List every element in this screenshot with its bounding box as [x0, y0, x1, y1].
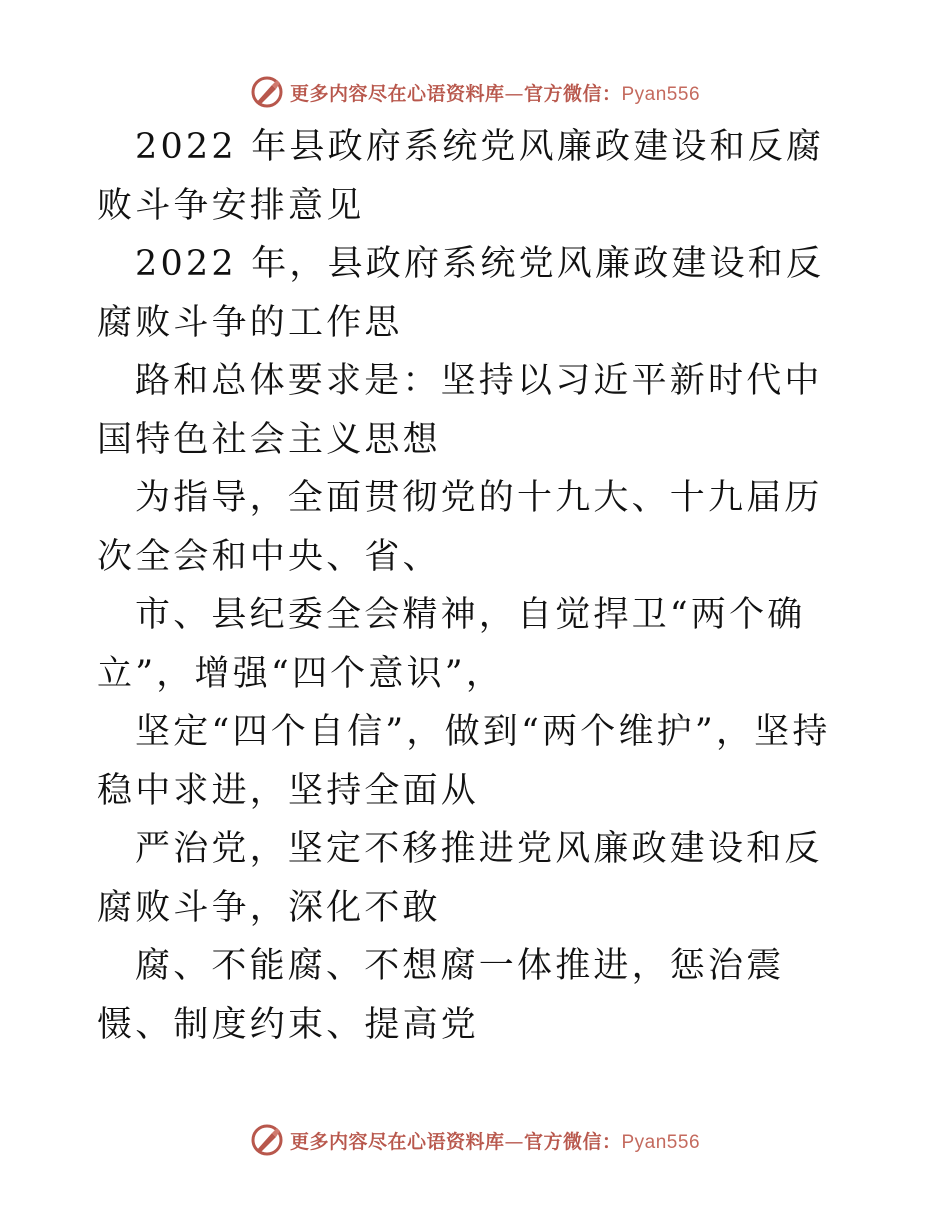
- pen-logo-icon: [250, 75, 284, 109]
- paragraph: 市、县纪委全会精神，自觉捍卫“两个确立”，增强“四个意识”，: [97, 595, 806, 694]
- watermark-id: Pyan556: [621, 1131, 701, 1153]
- watermark-text: [290, 79, 700, 106]
- watermark-text: [290, 1127, 700, 1154]
- watermark-label: 官方微信：: [523, 82, 622, 105]
- document-title: 2022 年县政府系统党风廉政建设和反腐败斗争安排意见: [97, 127, 825, 226]
- watermark-site: 更多内容尽在心语资料库: [289, 82, 505, 105]
- watermark-site: 更多内容尽在心语资料库: [289, 1130, 505, 1153]
- watermark-dash: —: [504, 1130, 524, 1153]
- paragraph: 坚定“四个自信”，做到“两个维护”，坚持稳中求进，坚持全面从: [97, 712, 831, 811]
- footer-watermark: [0, 1120, 950, 1160]
- watermark-id: Pyan556: [621, 83, 701, 105]
- watermark-label: 官方微信：: [523, 1130, 622, 1153]
- paragraph: 腐、不能腐、不想腐一体推进，惩治震慑、制度约束、提高党: [97, 946, 785, 1045]
- pen-logo-icon: [250, 1123, 284, 1157]
- paragraph: 严治党，坚定不移推进党风廉政建设和反腐败斗争，深化不敢: [97, 829, 823, 928]
- header-watermark: [0, 72, 950, 112]
- watermark-dash: —: [504, 82, 524, 105]
- document-body: [97, 118, 857, 1054]
- paragraph: 路和总体要求是：坚持以习近平新时代中国特色社会主义思想: [97, 361, 823, 460]
- paragraph: 2022 年，县政府系统党风廉政建设和反腐败斗争的工作思: [97, 244, 825, 343]
- paragraph: 为指导，全面贯彻党的十九大、十九届历次全会和中央、省、: [97, 478, 823, 577]
